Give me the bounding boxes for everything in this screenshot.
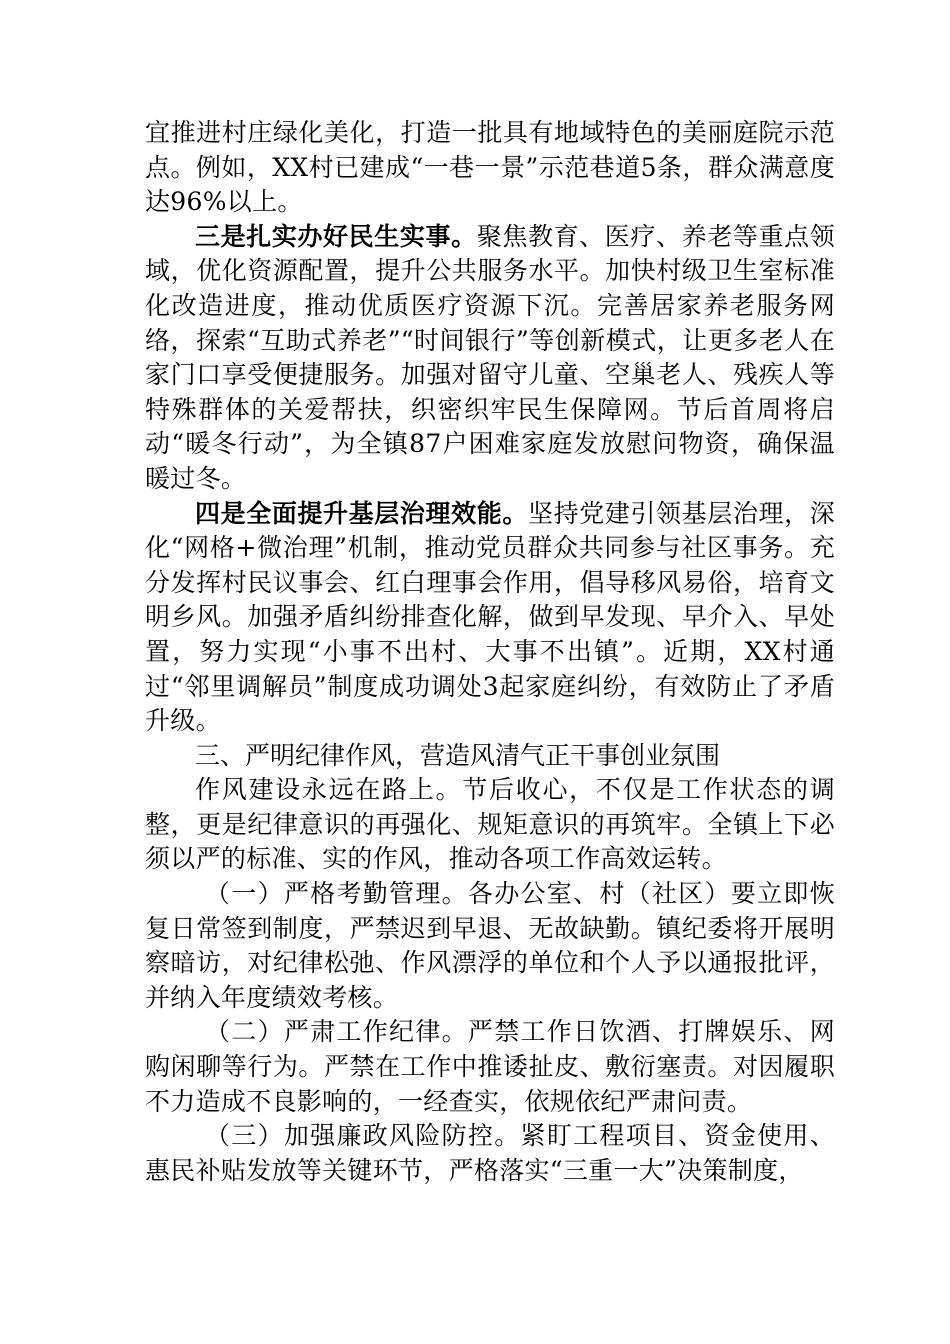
paragraph-lead-livelihood: 三是扎实办好民生实事。 bbox=[195, 221, 477, 251]
paragraph-style-building bbox=[145, 773, 835, 877]
paragraph-attendance bbox=[145, 877, 835, 1015]
paragraph-text: 宜推进村庄绿化美化，打造一批具有地域特色的美丽庭院示范点。例如，XX村已建成“一巷一景”示范巷道5条，群众满意度达96%以上。 bbox=[145, 118, 835, 217]
paragraph-text: （一）严格考勤管理。各办公室、村（社区）要立即恢复日常签到制度，严禁迟到早退、无故缺勤。镇纪委将开展明察暗访，对纪律松弛、作风漂浮的单位和个人予以通报批评，并纳入年度绩效考核。 bbox=[145, 879, 835, 1012]
section-heading bbox=[145, 739, 835, 774]
paragraph-lead-governance: 四是全面提升基层治理效能。 bbox=[195, 498, 528, 528]
paragraph-text: 作风建设永远在路上。节后收心，不仅是工作状态的调整，更是纪律意识的再强化、规矩意识的再筑牢。全镇上下必须以严的标准、实的作风，推动各项工作高效运转。 bbox=[145, 775, 835, 874]
section-heading-text: 三、严明纪律作风，营造风清气正干事创业氛围 bbox=[195, 740, 721, 770]
paragraph-text: 聚焦教育、医疗、养老等重点领域，优化资源配置，提升公共服务水平。加快村级卫生室标准化改造进度，推动优质医疗资源下沉。完善居家养老服务网络，探索“互助式养老”“时间银行”等创新模式，让更多老人在家门口享受便捷服务。加强对留守儿童、空巢老人、残疾人等特殊群体的关爱帮扶，织密织牢民生保障网。节后首周将启动“暖冬行动”，为全镇87户困难家庭发放慰问物资，确保温暖过冬。 bbox=[145, 221, 835, 493]
paragraph-greening bbox=[145, 116, 835, 220]
paragraph-text: （二）严肃工作纪律。严禁工作日饮酒、打牌娱乐、网购闲聊等行为。严禁在工作中推诿扯皮、敷衍塞责。对因履职不力造成不良影响的，一经查实，依规依纪严肃问责。 bbox=[145, 1017, 835, 1116]
paragraph-integrity-risk bbox=[145, 1119, 835, 1188]
paragraph-work-discipline bbox=[145, 1015, 835, 1119]
paragraph-text: （三）加强廉政风险防控。紧盯工程项目、资金使用、惠民补贴发放等关键环节，严格落实“三重一大”决策制度， bbox=[145, 1121, 835, 1185]
paragraph-governance bbox=[145, 497, 835, 739]
paragraph-text: 坚持党建引领基层治理，深化“网格+微治理”机制，推动党员群众共同参与社区事务。充分发挥村民议事会、红白理事会作用，倡导移风易俗，培育文明乡风。加强矛盾纠纷排查化解，做到早发现、早介入、早处置，努力实现“小事不出村、大事不出镇”。近期，XX村通过“邻里调解员”制度成功调处3起家庭纠纷，有效防止了矛盾升级。 bbox=[145, 498, 836, 736]
paragraph-livelihood bbox=[145, 220, 835, 497]
document-body bbox=[145, 116, 835, 1188]
